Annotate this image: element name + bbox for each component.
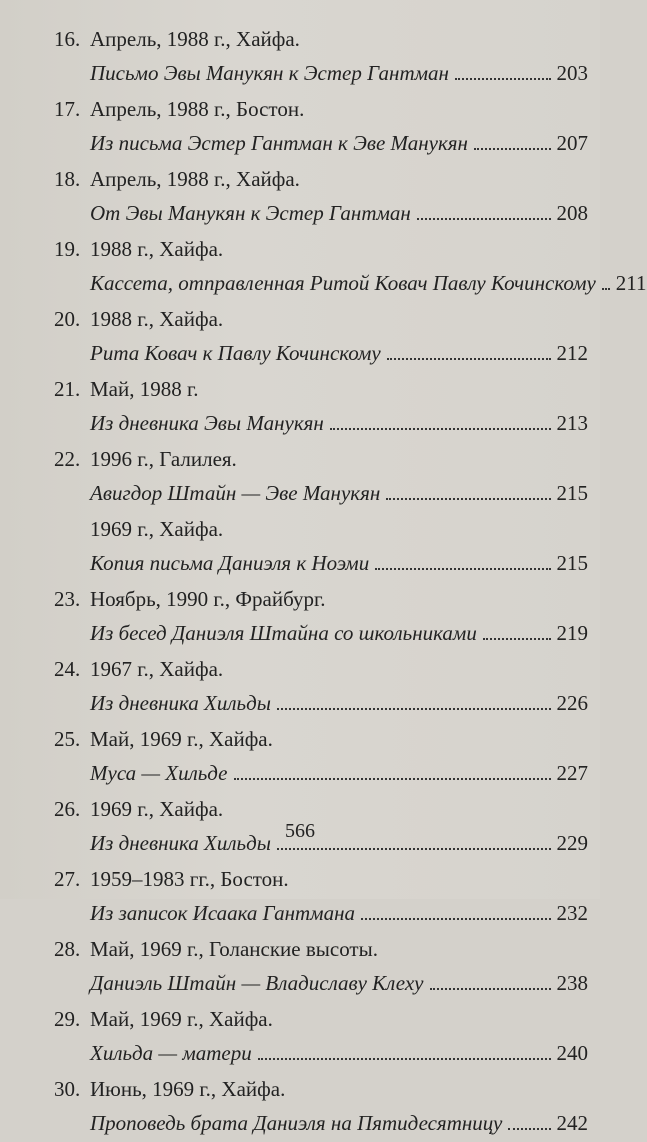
toc-entry — [0, 512, 600, 582]
toc-entry — [0, 932, 600, 1002]
entry-title: Авигдор Штайн — Эве Манукян — [90, 481, 381, 505]
entry-title: Письмо Эвы Манукян к Эстер Гантман — [90, 61, 449, 85]
toc-entry — [0, 162, 600, 232]
dot-leader — [258, 1058, 551, 1060]
dot-leader — [234, 778, 551, 780]
entry-title: Из бесед Даниэля Штайна со школьниками — [90, 621, 477, 645]
dot-leader — [330, 428, 551, 430]
toc-entry — [0, 1002, 600, 1072]
entry-heading: 1969 г., Хайфа. — [90, 797, 224, 821]
entry-number: 30. — [54, 1077, 81, 1101]
entry-page-number: 226 — [556, 691, 588, 715]
dot-leader — [455, 78, 551, 80]
entry-subline — [90, 550, 588, 576]
entry-heading: 1967 г., Хайфа. — [90, 657, 224, 681]
dot-leader — [430, 988, 551, 990]
dot-leader — [277, 708, 551, 710]
toc-entry — [0, 862, 600, 932]
entry-subline — [90, 200, 588, 226]
entry-number: 17. — [54, 97, 81, 121]
entry-number: 21. — [54, 377, 81, 401]
entry-heading: 1988 г., Хайфа. — [90, 307, 224, 331]
entry-heading: Апрель, 1988 г., Хайфа. — [90, 27, 300, 51]
entry-page-number: 219 — [556, 621, 588, 645]
entry-title: Копия письма Даниэля к Ноэми — [90, 551, 370, 575]
entry-heading: Апрель, 1988 г., Бостон. — [90, 97, 305, 121]
toc-entry — [0, 722, 600, 792]
toc-entry — [0, 372, 600, 442]
entry-title: Из дневника Хильды — [90, 691, 271, 715]
entry-heading: Ноябрь, 1990 г., Фрайбург. — [90, 587, 326, 611]
entry-subline — [90, 760, 588, 786]
entry-title: Из записок Исаака Гантмана — [90, 901, 355, 925]
entry-number: 29. — [54, 1007, 81, 1031]
entry-page-number: 232 — [556, 901, 588, 925]
entry-subline — [90, 340, 588, 366]
entry-title: Из дневника Эвы Манукян — [90, 411, 324, 435]
table-of-contents — [0, 22, 647, 1142]
dot-leader — [361, 918, 551, 920]
entry-page-number: 211 — [615, 271, 647, 295]
dot-leader — [602, 288, 610, 290]
entry-number: 18. — [54, 167, 81, 191]
entry-page-number: 238 — [556, 971, 588, 995]
entry-heading: 1959–1983 гг., Бостон. — [90, 867, 289, 891]
entry-subline — [90, 620, 588, 646]
entry-title: Из дневника Хильды — [90, 831, 271, 855]
dot-leader — [417, 218, 551, 220]
entry-title: Хильда — матери — [90, 1041, 252, 1065]
entry-subline — [90, 480, 588, 506]
entry-heading: Май, 1988 г. — [90, 377, 199, 401]
dot-leader — [386, 498, 550, 500]
entry-title: Из письма Эстер Гантман к Эве Манукян — [90, 131, 468, 155]
entry-heading: 1996 г., Галилея. — [90, 447, 237, 471]
page-number-footer: 566 — [285, 820, 315, 842]
dot-leader — [483, 638, 551, 640]
entry-number: 16. — [54, 27, 81, 51]
entry-subline — [90, 1040, 588, 1066]
entry-page-number: 215 — [556, 481, 588, 505]
dot-leader — [387, 358, 551, 360]
entry-number: 23. — [54, 587, 81, 611]
toc-entry — [0, 302, 600, 372]
entry-page-number: 229 — [556, 831, 588, 855]
entry-number: 28. — [54, 937, 81, 961]
entry-title: Кассета, отправленная Ритой Ковач Павлу Кочинскому — [90, 271, 596, 295]
entry-heading: Май, 1969 г., Хайфа. — [90, 727, 273, 751]
entry-page-number: 208 — [556, 201, 588, 225]
toc-entry — [0, 92, 600, 162]
entry-subline — [90, 1110, 588, 1136]
toc-entry — [0, 582, 600, 652]
entry-title: Проповедь брата Даниэля на Пятидесятницу — [90, 1111, 503, 1135]
entry-subline — [90, 60, 588, 86]
dot-leader — [474, 148, 551, 150]
entry-page-number: 242 — [556, 1111, 588, 1135]
entry-page-number: 212 — [556, 341, 588, 365]
entry-number: 22. — [54, 447, 81, 471]
entry-heading: 1969 г., Хайфа. — [90, 517, 224, 541]
entry-page-number: 203 — [556, 61, 588, 85]
entry-subline — [90, 690, 588, 716]
entry-page-number: 207 — [556, 131, 588, 155]
entry-title: Рита Ковач к Павлу Кочинскому — [90, 341, 381, 365]
entry-title: Даниэль Штайн — Владиславу Клеху — [90, 971, 424, 995]
dot-leader — [375, 568, 550, 570]
entry-title: От Эвы Манукян к Эстер Гантман — [90, 201, 411, 225]
entry-number: 24. — [54, 657, 81, 681]
toc-entry — [0, 232, 647, 302]
entry-heading: 1988 г., Хайфа. — [90, 237, 224, 261]
entry-number: 19. — [54, 237, 81, 261]
dot-leader — [508, 1128, 550, 1130]
entry-page-number: 227 — [556, 761, 588, 785]
entry-subline — [90, 270, 647, 296]
entry-page-number: 213 — [556, 411, 588, 435]
dot-leader — [277, 848, 551, 850]
entry-number: 25. — [54, 727, 81, 751]
entry-title: Муса — Хильде — [90, 761, 228, 785]
entry-heading: Май, 1969 г., Голанские высоты. — [90, 937, 378, 961]
entry-page-number: 215 — [556, 551, 588, 575]
entry-number: 27. — [54, 867, 81, 891]
entry-heading: Май, 1969 г., Хайфа. — [90, 1007, 273, 1031]
entry-number: 26. — [54, 797, 81, 821]
entry-subline — [90, 130, 588, 156]
toc-entry — [0, 22, 600, 92]
toc-entry — [0, 442, 600, 512]
toc-entry — [0, 652, 600, 722]
entry-number: 20. — [54, 307, 81, 331]
entry-subline — [90, 970, 588, 996]
entry-page-number: 240 — [556, 1041, 588, 1065]
entry-heading: Апрель, 1988 г., Хайфа. — [90, 167, 300, 191]
entry-heading: Июнь, 1969 г., Хайфа. — [90, 1077, 286, 1101]
entry-subline — [90, 410, 588, 436]
entry-subline — [90, 900, 588, 926]
toc-entry — [0, 1072, 600, 1142]
